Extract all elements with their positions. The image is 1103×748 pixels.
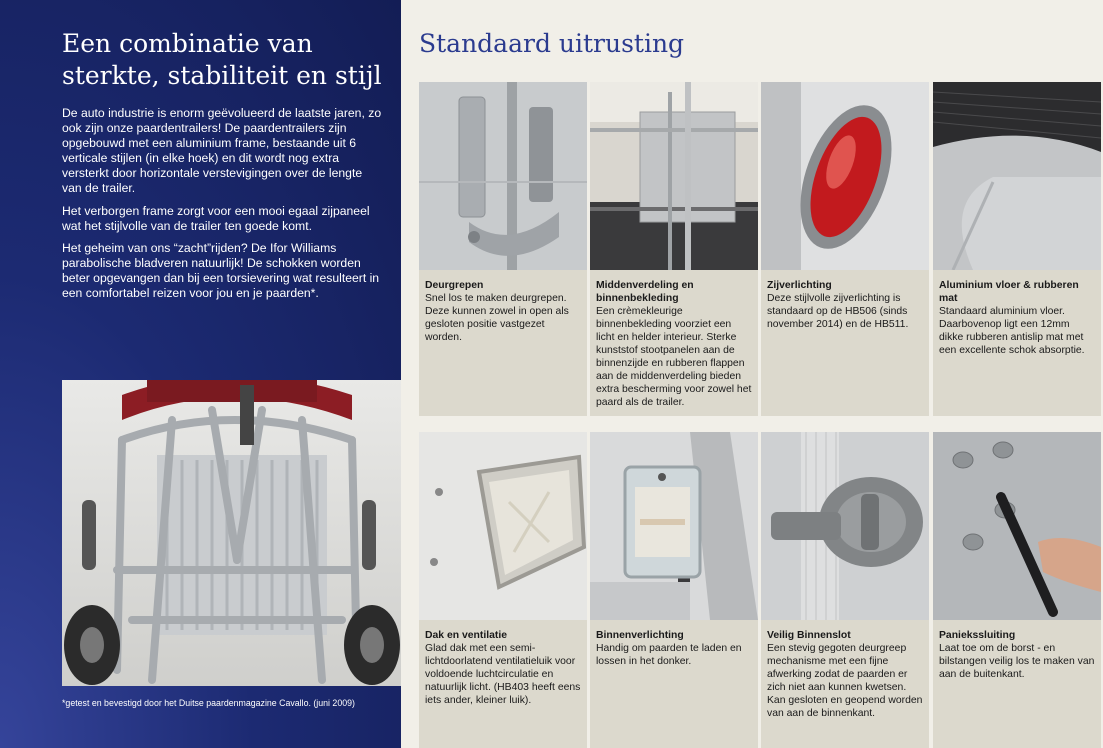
feature-text: Een stevig gegoten deurgreep mechanisme met een fijne afwerking zodat de paarden er zich niet aan kunnen kwetsen. Kan gesloten en geopend worden van aan de binnenkant. xyxy=(767,643,923,719)
inner-lock-photo xyxy=(761,432,929,620)
roof-vent-photo xyxy=(419,432,587,620)
feature-caption xyxy=(590,620,758,668)
feature-title: Aluminium vloer & rubberen mat xyxy=(939,280,1079,304)
feature-card-deurgrepen xyxy=(419,82,587,416)
feature-caption xyxy=(419,620,587,707)
side-light-photo xyxy=(761,82,929,270)
intro-panel xyxy=(0,0,401,748)
feature-card-middenverdeling xyxy=(590,82,758,416)
floor-mat-photo xyxy=(933,82,1101,270)
feature-text: Laat toe om de borst - en bilstangen veilig los te maken van aan de buitenkant. xyxy=(939,643,1095,680)
intro-text xyxy=(62,106,382,308)
feature-caption xyxy=(419,270,587,344)
feature-card-binnenverlichting xyxy=(590,432,758,748)
panic-release-photo xyxy=(933,432,1101,620)
feature-text: Snel los te maken deurgrepen. Deze kunnen zowel in open als gesloten positie vastgezet worden. xyxy=(425,293,569,343)
feature-title: Paniekssluiting xyxy=(939,630,1016,641)
feature-caption xyxy=(761,270,929,331)
feature-card-binnenslot xyxy=(761,432,929,748)
feature-title: Dak en ventilatie xyxy=(425,630,508,641)
partition-photo xyxy=(590,82,758,270)
feature-text: Glad dak met een semi-lichtdoorlatend ventilatieluik voor voldoende luchtcirculatie en natuurlijk licht. (HB403 heeft eens iets ander, kleiner luik). xyxy=(425,643,581,706)
door-handle-photo xyxy=(419,82,587,270)
feature-card-dak xyxy=(419,432,587,748)
section-heading: Standaard uitrusting xyxy=(419,29,685,58)
feature-caption xyxy=(761,620,929,720)
feature-text: Handig om paarden te laden en lossen in het donker. xyxy=(596,643,742,667)
feature-title: Veilig Binnenslot xyxy=(767,630,851,641)
feature-title: Middenverdeling en binnenbekleding xyxy=(596,280,694,304)
interior-light-photo xyxy=(590,432,758,620)
intro-paragraph: Het verborgen frame zorgt voor een mooi egaal zijpaneel wat het stijlvolle van de trailer ten goede komt. xyxy=(62,203,370,233)
intro-paragraph: De auto industrie is enorm geëvolueerd de laatste jaren, zo ook zijn onze paardentrailers! De paardentrailers zijn opgebouwd met een aluminium frame, bestaande uit 6 verticale stijlen (in elke hoek) en dit wordt nog extra versterkt door horizontale verstevigingen over de lengte van de trailer. xyxy=(62,106,382,196)
feature-card-paniekssluiting xyxy=(933,432,1101,748)
feature-text: Standaard aluminium vloer. Daarbovenop ligt een 12mm dikke rubberen antislip mat met een excellente schok absorptie. xyxy=(939,306,1085,356)
trailer-frame-photo xyxy=(62,380,401,686)
feature-title: Binnenverlichting xyxy=(596,630,684,641)
footnote: *getest en bevestigd door het Duitse paardenmagazine Cavallo. (juni 2009) xyxy=(62,698,355,708)
feature-title: Zijverlichting xyxy=(767,280,832,291)
feature-card-vloer xyxy=(933,82,1101,416)
feature-title: Deurgrepen xyxy=(425,280,484,291)
feature-caption xyxy=(933,620,1101,681)
feature-caption xyxy=(590,270,758,409)
intro-paragraph: Het geheim van ons “zacht”rijden? De Ifor Williams parabolische bladveren natuurlijk! De schokken worden beter opgevangen dan bij een torsievering wat resulteert in een comfortabel reizen voor jou en je paarden*. xyxy=(62,240,380,301)
intro-heading: Een combinatie van sterkte, stabiliteit en stijl xyxy=(62,29,382,90)
feature-caption xyxy=(933,270,1101,357)
feature-text: Deze stijlvolle zijverlichting is standaard op de HB506 (sinds november 2014) en de HB511. xyxy=(767,293,909,330)
feature-text: Een crèmekleurige binnenbekleding voorziet een licht en helder interieur. Sterke kunststof stootpanelen aan de binnenzijde en rubberen flappen aan de middenverdeling bieden extra bescherming voor zowel het paard als de trailer. xyxy=(596,306,752,408)
feature-card-zijverlichting xyxy=(761,82,929,416)
